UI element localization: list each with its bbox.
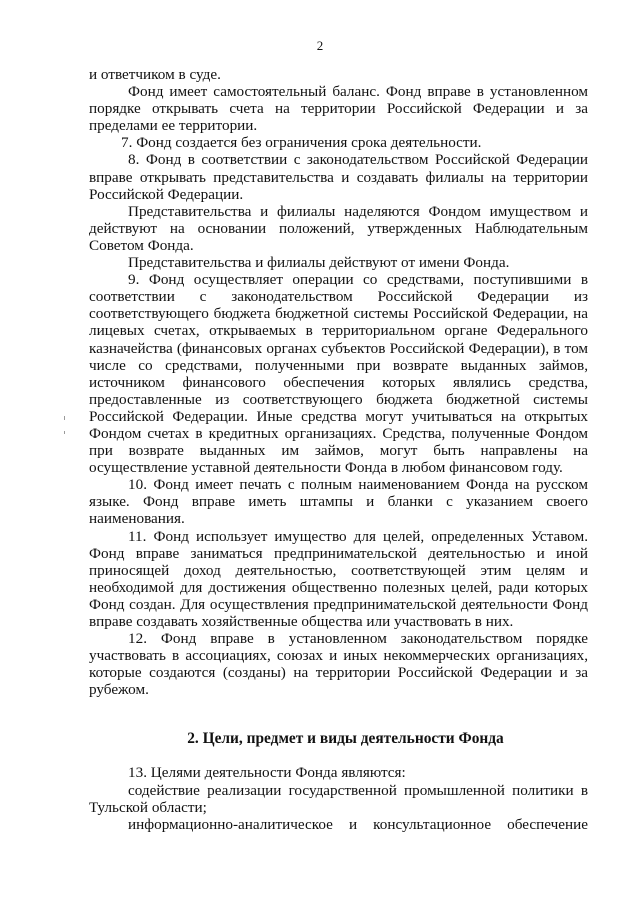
- paragraph: 10. Фонд имеет печать с полным наименованием Фонда на русском языке. Фонд вправе иметь штампы и бланки с указанием своего наименования.: [89, 476, 588, 528]
- section-heading: 2. Цели, предмет и виды деятельности Фонда: [187, 730, 504, 748]
- paragraph: и ответчиком в суде.: [89, 66, 221, 83]
- paragraph: информационно-аналитическое и консультационное обеспечение: [128, 815, 588, 833]
- paragraph: Представительства и филиалы действуют от имени Фонда.: [128, 254, 510, 272]
- document-body: [89, 66, 588, 833]
- paragraph: 9. Фонд осуществляет операции со средствами, поступившими в соответствии с законодательством Российской Федерации из соответствующего бюджета бюджетной системы Российской Федерации, на лицевых счетах, открываемых в территориальном органе Федерального казначейства (финансовых органах субъектов Российской Федерации), в том числе со средствами, полученными при возврате выданных займов, источником финансового обеспечения которых являлись средства, предоставленные из соответствующего бюджета бюджетной системы Российской Федерации. Иные средства могут учитываться на открытых Фондом счетах в кредитных организациях. Средства, полученные Фондом при возврате выданных им займов, могут быть направлены на осуществление уставной деятельности Фонда в любом финансовом году.: [89, 271, 588, 477]
- scan-mark: [64, 416, 65, 420]
- bottom-paragraphs: [89, 764, 588, 832]
- paragraph: 11. Фонд использует имущество для целей, определенных Уставом. Фонд вправе заниматься предпринимательской деятельностью и иной приносящей доход деятельностью, соответствующей этим целям и необходимой для достижения общественно полезных целей, ради которых Фонд создан. Для осуществления предпринимательской деятельности Фонд вправе создавать хозяйственные общества или участвовать в них.: [89, 527, 588, 630]
- paragraph: 13. Целями деятельности Фонда являются:: [128, 764, 406, 782]
- scan-mark: [64, 431, 65, 434]
- paragraph: содействие реализации государственной промышленной политики в Тульской области;: [89, 781, 588, 816]
- paragraph: Фонд имеет самостоятельный баланс. Фонд вправе в установленном порядке открывать счета на территории Российской Федерации и за пределами ее территории.: [89, 83, 588, 135]
- page-number: 2: [316, 38, 324, 53]
- paragraph: Представительства и филиалы наделяются Фондом имуществом и действуют на основании положений, утвержденных Наблюдательным Советом Фонда.: [89, 202, 588, 254]
- paragraph: 8. Фонд в соответствии с законодательством Российской Федерации вправе открывать представительства и создавать филиалы на территории Российской Федерации.: [89, 151, 588, 203]
- paragraph: 12. Фонд вправе в установленном законодательством порядке участвовать в ассоциациях, союзах и иных некоммерческих организациях, которые создаются (созданы) на территории Российской Федерации и за рубежом.: [89, 630, 588, 699]
- top-paragraphs: [89, 66, 588, 698]
- paragraph: 7. Фонд создается без ограничения срока деятельности.: [121, 134, 482, 152]
